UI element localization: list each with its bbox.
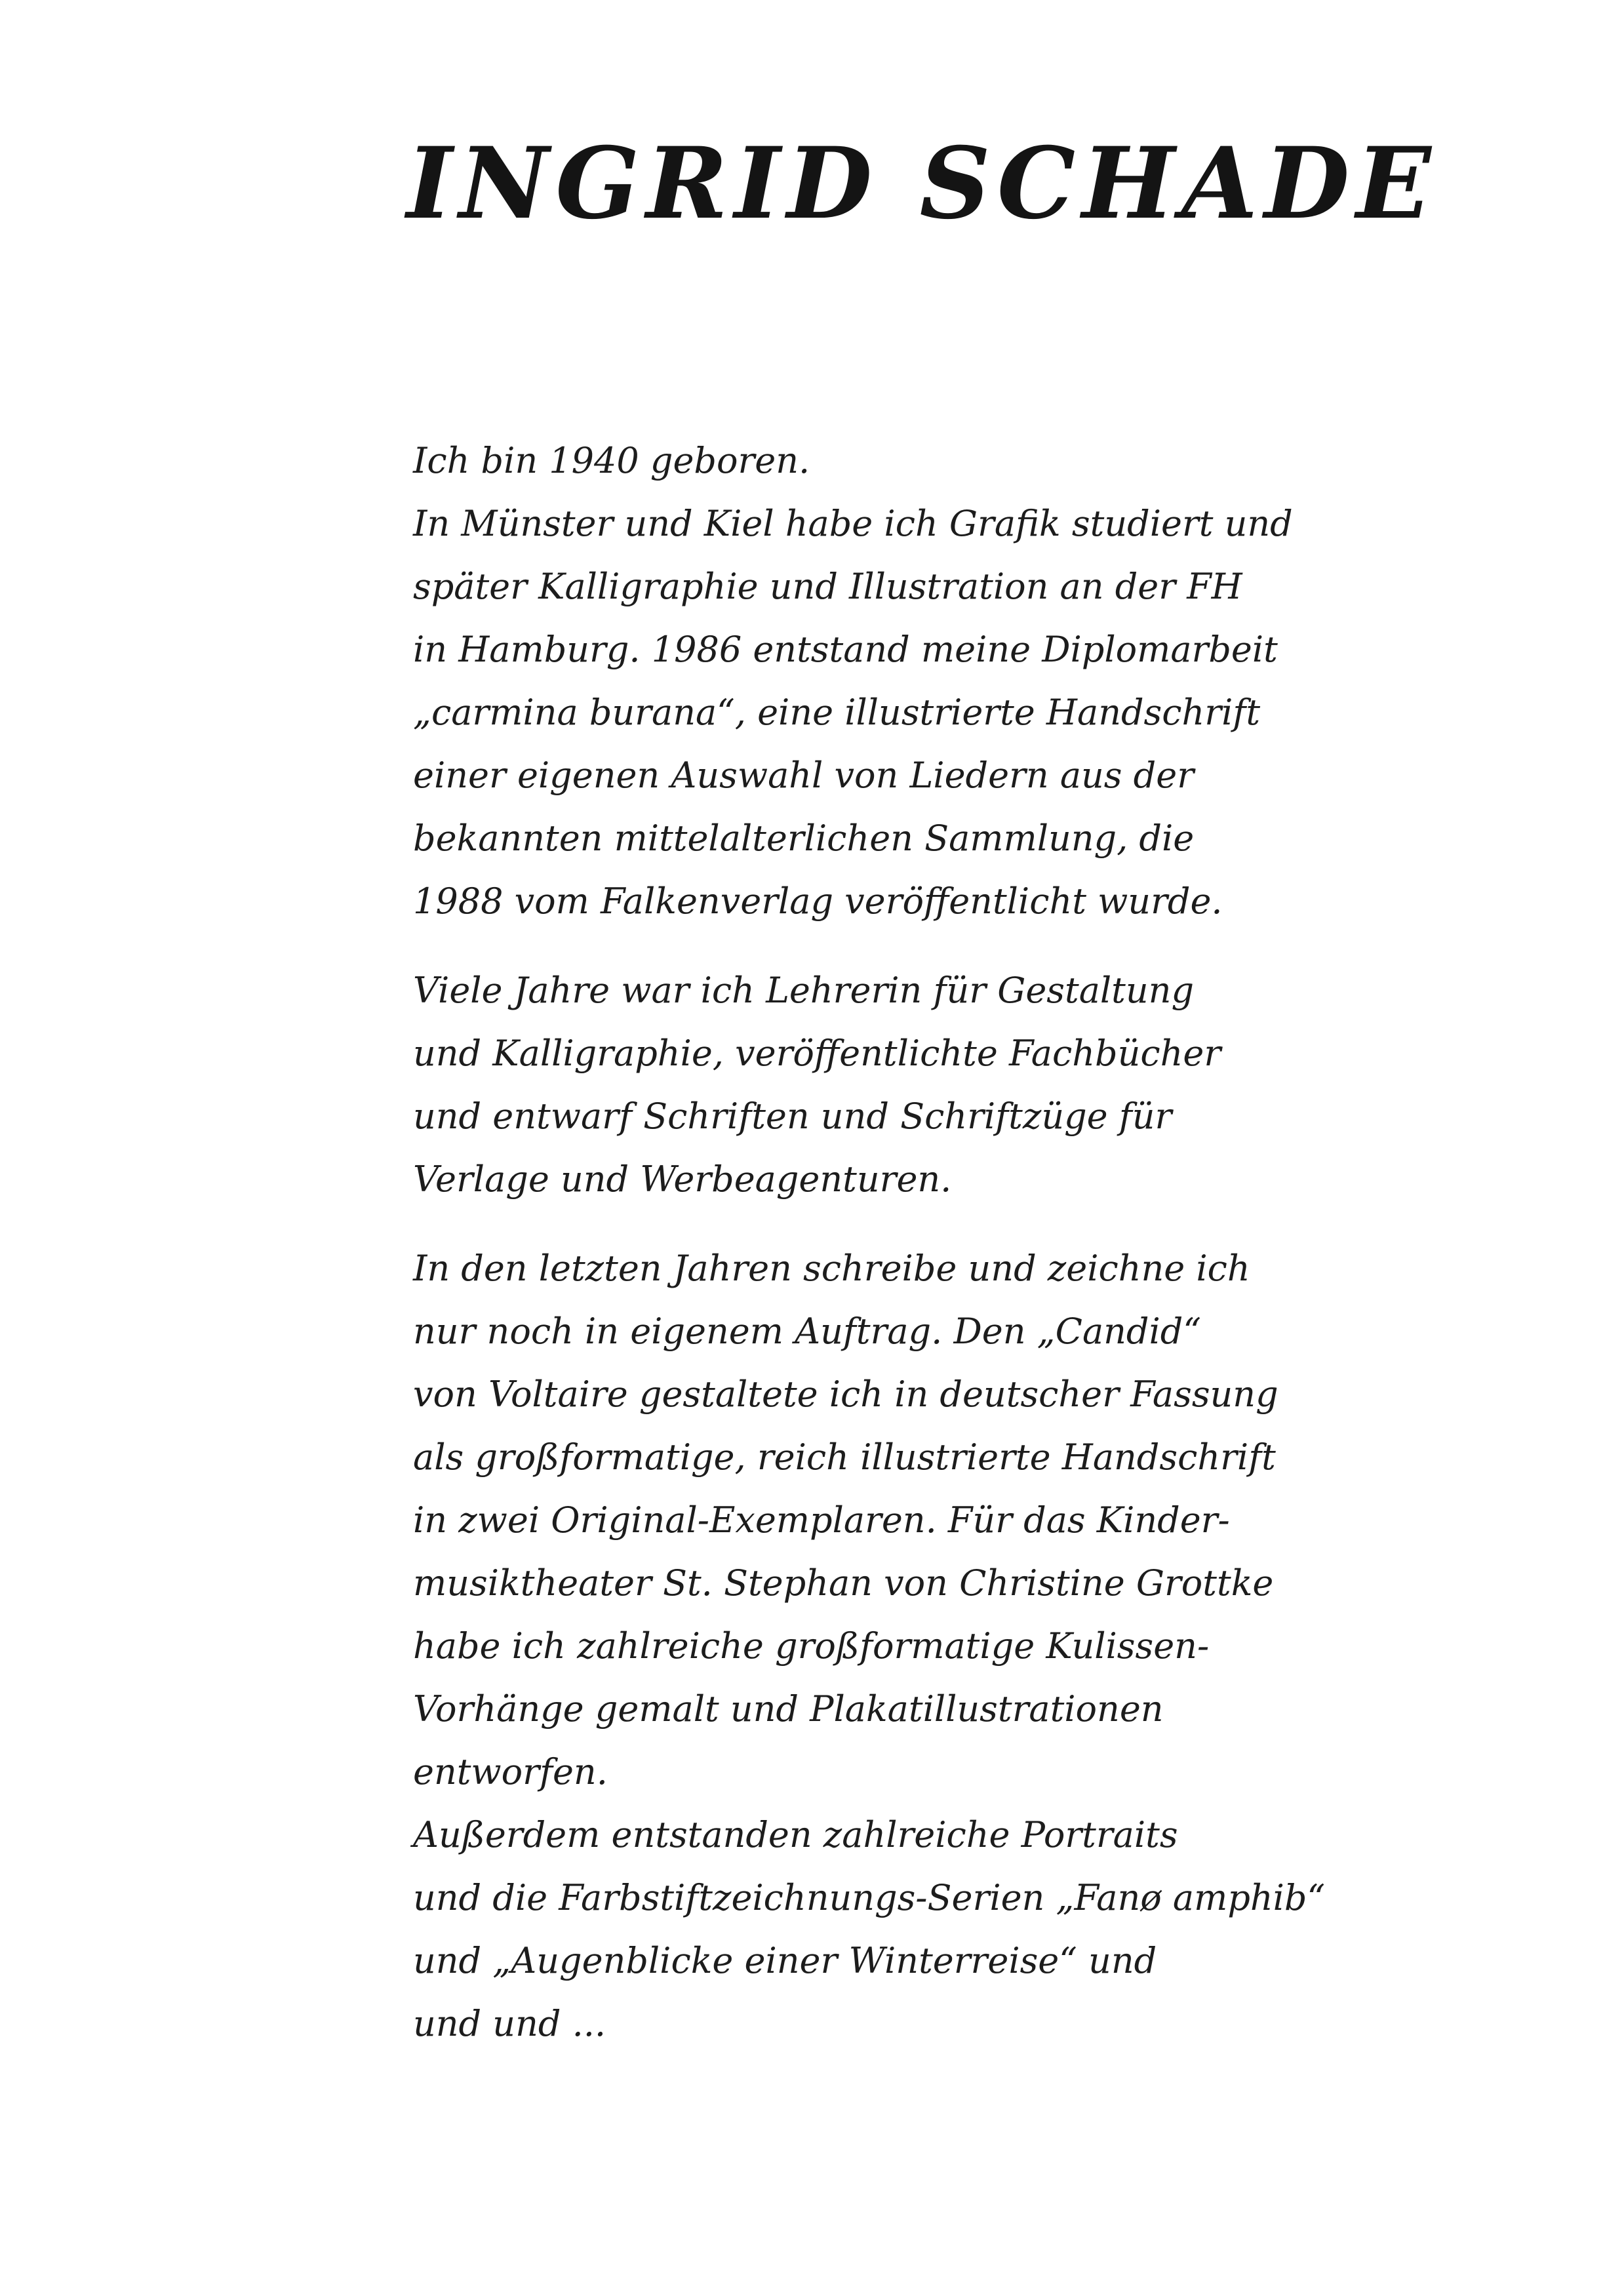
text-line: bekannten mittelalterlichen Sammlung, die [413, 818, 1195, 859]
paragraph-recent-work [413, 1237, 1410, 1804]
text-line: in Hamburg. 1986 entstand meine Diplomarbeit [413, 629, 1278, 670]
text-line: musiktheater St. Stephan von Christine Grottke [413, 1562, 1274, 1604]
text-line: In den letzten Jahren schreibe und zeichne ich [413, 1248, 1250, 1289]
paragraph-spacer [413, 933, 1410, 959]
text-line: nur noch in eigenem Auftrag. Den „Candid“ [413, 1311, 1201, 1352]
text-line: Verlage und Werbeagenturen. [413, 1158, 952, 1200]
text-line: und die Farbstiftzeichnungs-Serien „Fanø amphib“ [413, 1877, 1326, 1918]
text-line: und „Augenblicke einer Winterreise“ und [413, 1940, 1157, 1981]
paragraph-teaching [413, 959, 1410, 1211]
page-title: INGRID SCHADE [406, 126, 1438, 241]
text-line: „carmina burana“, eine illustrierte Handschrift [413, 692, 1261, 733]
text-line: habe ich zahlreiche großformatige Kulissen- [413, 1625, 1210, 1667]
paragraph-portraits [413, 1804, 1410, 2055]
text-line: Ich bin 1940 geboren. [413, 440, 810, 481]
text-line: und und ... [413, 2003, 606, 2044]
paragraph-birth-and-education [413, 429, 1410, 933]
text-line: in zwei Original-Exemplaren. Für das Kinder- [413, 1499, 1230, 1541]
text-line: 1988 vom Falkenverlag veröffentlicht wurde. [413, 881, 1223, 922]
text-line: von Voltaire gestaltete ich in deutscher Fassung [413, 1374, 1278, 1415]
text-line: In Münster und Kiel habe ich Grafik studiert und [413, 503, 1293, 544]
text-line: Vorhänge gemalt und Plakatillustrationen [413, 1688, 1164, 1730]
biography-text [413, 429, 1410, 2055]
text-line: entworfen. [413, 1751, 608, 1792]
text-line: Viele Jahre war ich Lehrerin für Gestaltung [413, 970, 1195, 1011]
paragraph-spacer [413, 1211, 1410, 1237]
text-line: und Kalligraphie, veröffentlichte Fachbücher [413, 1033, 1221, 1074]
text-line: später Kalligraphie und Illustration an der FH [413, 566, 1242, 607]
text-line: einer eigenen Auswahl von Liedern aus der [413, 755, 1195, 796]
text-line: Außerdem entstanden zahlreiche Portraits [413, 1814, 1178, 1855]
text-line: als großformatige, reich illustrierte Handschrift [413, 1436, 1276, 1478]
text-line: und entwarf Schriften und Schriftzüge für [413, 1096, 1172, 1137]
